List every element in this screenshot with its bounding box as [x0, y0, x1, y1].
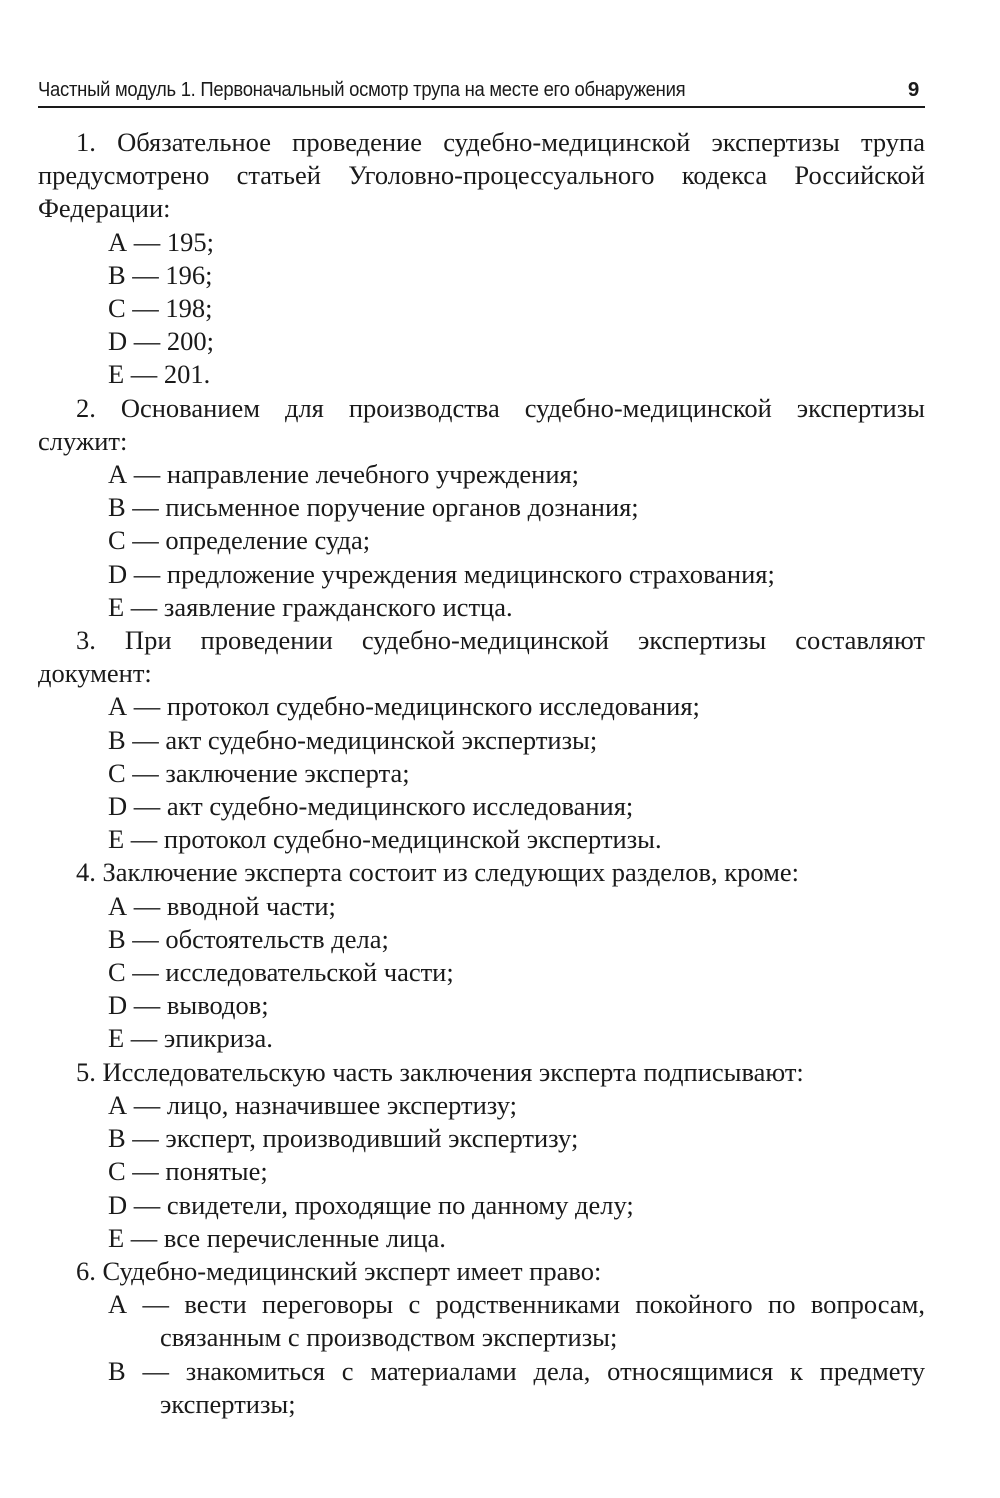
question-1-option-e: Е — 201.	[108, 359, 211, 390]
question-2-option-a: А — направление лечебного учреждения;	[108, 459, 580, 490]
question-1: 1. Обязательное проведение судебно-медицинской экспертизы трупа предусмотрено статьей Уголовно-процессуального кодекса Российской Федерации:	[38, 127, 925, 224]
question-5-option-b: В — эксперт, производивший экспертизу;	[108, 1123, 579, 1154]
question-1-option-a: А — 195;	[108, 226, 214, 257]
question-6-option-a: А — вести переговоры с родственниками покойного по вопросам, связанным с производством экспертизы;	[108, 1289, 925, 1353]
question-3-option-e: Е — протокол судебно-медицинской экспертизы.	[108, 824, 662, 855]
question-1-option-b: В — 196;	[108, 259, 213, 290]
question-1-option-d: D — 200;	[108, 326, 214, 357]
question-3-option-c: С — заключение эксперта;	[108, 757, 410, 788]
question-4-option-a: А — вводной части;	[108, 890, 336, 921]
question-4-option-d: D — выводов;	[108, 990, 269, 1021]
running-header	[38, 72, 925, 108]
question-2-option-e: Е — заявление гражданского истца.	[108, 591, 513, 622]
question-4-option-b: В — обстоятельств дела;	[108, 923, 389, 954]
question-2-option-b: В — письменное поручение органов дознания;	[108, 492, 639, 523]
question-3-option-a: А — протокол судебно-медицинского исследования;	[108, 691, 700, 722]
question-4-option-e: Е — эпикриза.	[108, 1023, 273, 1054]
question-3: 3. При проведении судебно-медицинской экспертизы составляют документ:	[38, 625, 925, 689]
question-4: 4. Заключение эксперта состоит из следующих разделов, кроме:	[76, 857, 799, 888]
question-3-option-b: В — акт судебно-медицинской экспертизы;	[108, 724, 598, 755]
header-title: Частный модуль 1. Первоначальный осмотр трупа на месте его обнаружения	[38, 78, 686, 101]
question-5: 5. Исследовательскую часть заключения эксперта подписывают:	[76, 1056, 804, 1087]
question-6: 6. Судебно-медицинский эксперт имеет право:	[76, 1255, 602, 1286]
question-5-option-c: С — понятые;	[108, 1156, 268, 1187]
page-number: 9	[907, 78, 919, 101]
question-2-option-c: С — определение суда;	[108, 525, 371, 556]
question-5-option-d: D — свидетели, проходящие по данному делу;	[108, 1189, 634, 1220]
question-5-option-a: А — лицо, назначившее экспертизу;	[108, 1089, 517, 1120]
question-2-option-d: D — предложение учреждения медицинского страхования;	[108, 558, 775, 589]
question-3-option-d: D — акт судебно-медицинского исследования;	[108, 791, 634, 822]
question-5-option-e: Е — все перечисленные лица.	[108, 1222, 446, 1253]
question-6-option-b: В — знакомиться с материалами дела, относящимися к предмету экспертизы;	[108, 1355, 925, 1419]
question-2: 2. Основанием для производства судебно-медицинской экспертизы служит:	[38, 392, 925, 456]
question-1-option-c: С — 198;	[108, 293, 213, 324]
question-4-option-c: С — исследовательской части;	[108, 957, 454, 988]
page-body	[38, 126, 925, 1421]
